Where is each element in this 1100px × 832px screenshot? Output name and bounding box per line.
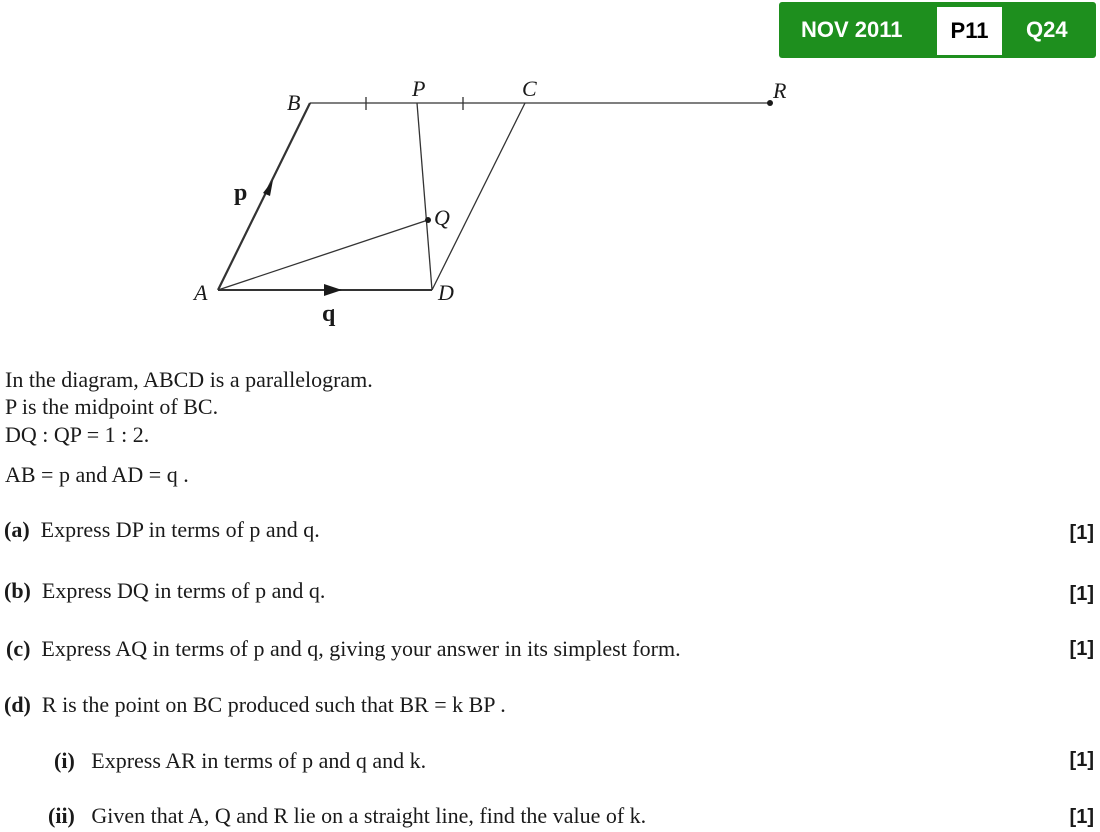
label-Q: Q (434, 205, 450, 230)
arrow-p (263, 180, 273, 196)
question-a-text: Express DP in terms of p and q. (40, 517, 320, 542)
question-c-marks: [1] (1069, 638, 1094, 660)
question-a (4, 517, 320, 543)
point-Q (425, 217, 431, 223)
question-d-label: (d) (4, 692, 31, 717)
question-d-i-label: (i) (54, 748, 75, 773)
question-b-text: Express DQ in terms of p and q. (41, 578, 326, 603)
label-A: A (194, 280, 208, 305)
question-c (6, 636, 681, 662)
label-D: D (438, 280, 454, 305)
arrow-q (324, 284, 342, 296)
label-q: q (322, 301, 336, 327)
intro-line-1: In the diagram, ABCD is a parallelogram. (5, 367, 373, 392)
label-B: B (287, 90, 301, 115)
parallelogram-diagram (0, 0, 1100, 340)
question-a-label: (a) (4, 517, 30, 542)
question-b-label: (b) (4, 578, 31, 603)
question-d-i-marks: [1] (1069, 749, 1094, 771)
question-d-i-text: Express AR in terms of p and q and k. (91, 748, 427, 773)
question-b-marks: [1] (1069, 583, 1094, 605)
question-a-marks: [1] (1069, 522, 1094, 544)
question-c-text: Express AQ in terms of p and q, giving your answer in its simplest form. (41, 636, 681, 661)
line-PD (417, 103, 432, 290)
intro-line-3: DQ : QP = 1 : 2. (5, 422, 150, 447)
question-d-text: R is the point on BC produced such that BR = k BP . (41, 692, 506, 717)
badge-year: NOV 2011 (801, 17, 903, 42)
question-d-ii-marks: [1] (1069, 806, 1094, 828)
badge-paper: P11 (937, 7, 1002, 55)
question-d-ii-text: Given that A, Q and R lie on a straight line, find the value of k. (91, 803, 647, 828)
label-R: R (773, 78, 787, 103)
line-DC (432, 103, 525, 290)
question-d-ii (48, 803, 646, 829)
label-P: P (412, 76, 426, 101)
line-AB (218, 103, 310, 290)
question-d-ii-label: (ii) (48, 803, 75, 828)
question-d-i (54, 748, 426, 774)
intro-line-4: AB = p and AD = q . (5, 462, 189, 487)
label-p: p (234, 180, 248, 206)
question-c-label: (c) (6, 636, 31, 661)
badge-question: Q24 (1026, 17, 1068, 42)
label-C: C (522, 76, 537, 101)
intro-line-2: P is the midpoint of BC. (5, 394, 219, 419)
line-AQ (218, 220, 428, 290)
question-b (4, 578, 325, 604)
question-d (4, 692, 506, 718)
